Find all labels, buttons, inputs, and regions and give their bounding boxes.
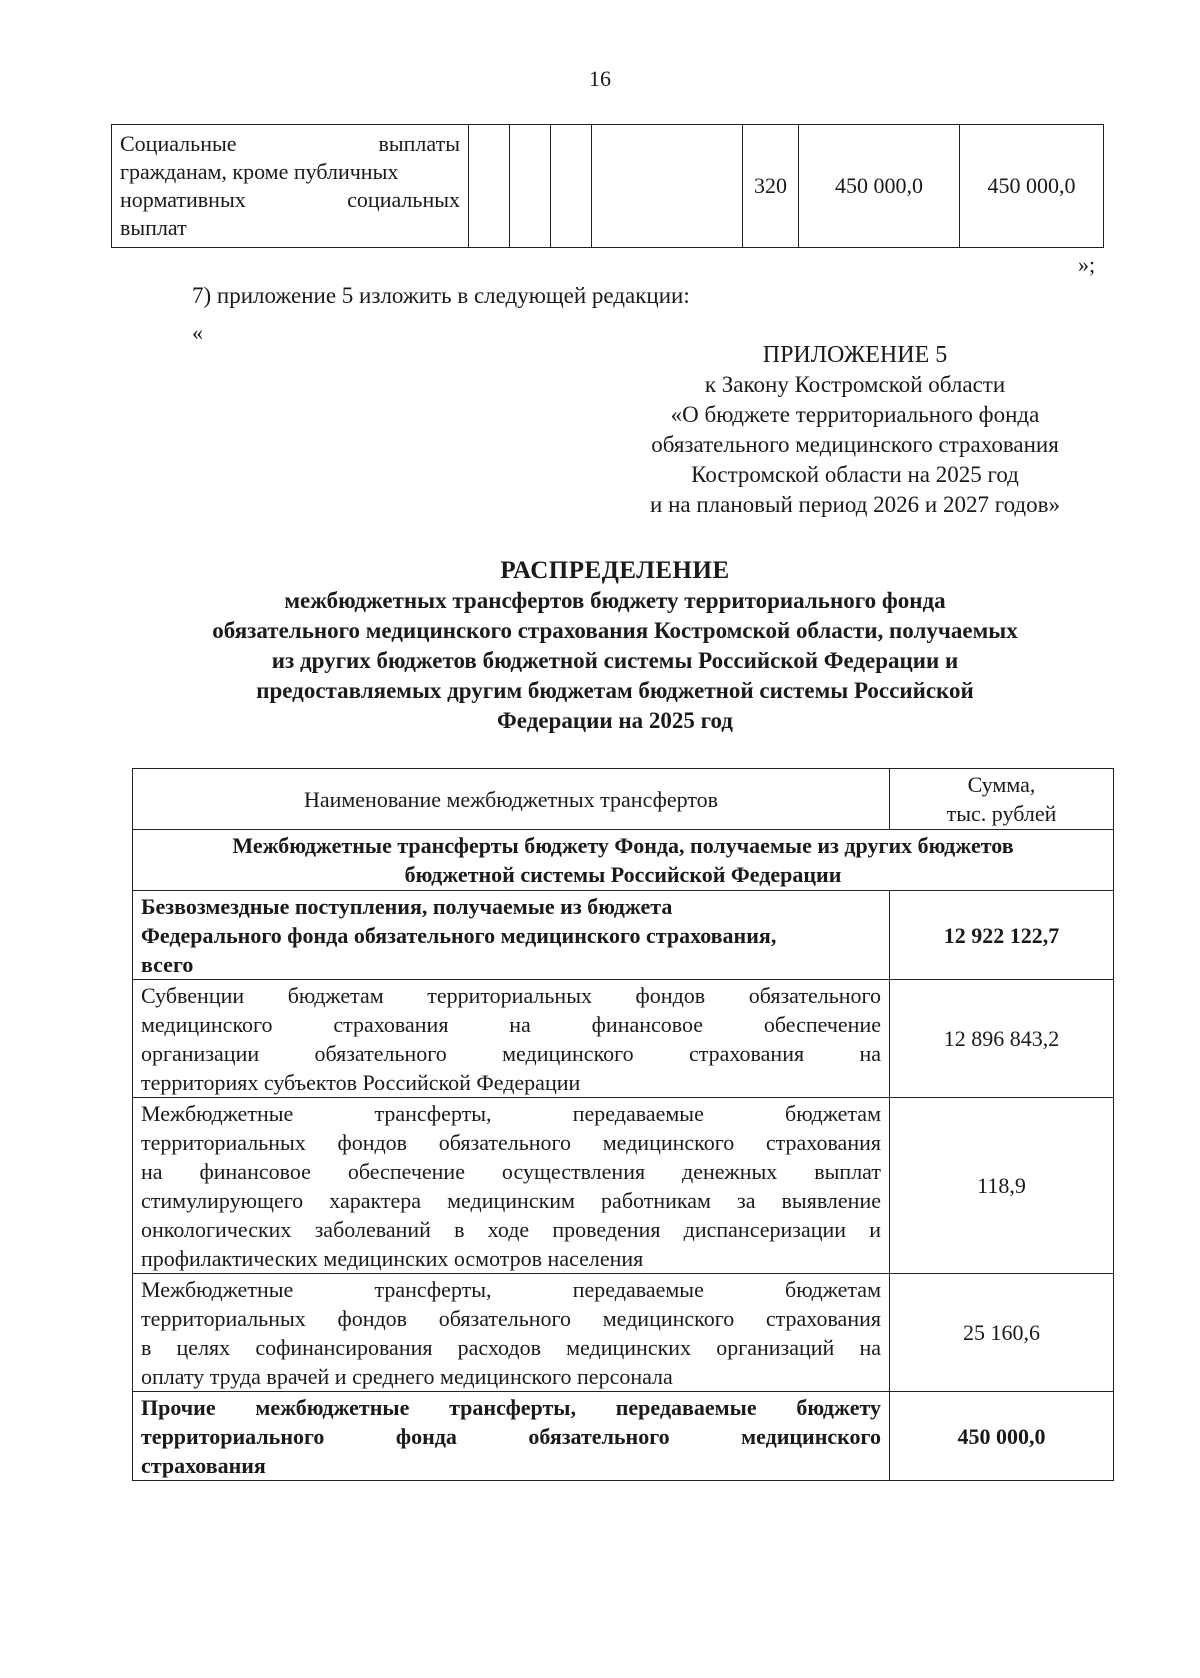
transfer-amount: 118,9 [890,1098,1114,1274]
transfer-name [133,1098,890,1274]
text-line: Прочие межбюджетные трансферты, передаваемые бюджету [141,1395,881,1420]
heading-line: Федерации на 2025 год [497,708,733,733]
appendix-title: ПРИЛОЖЕНИЕ 5 [762,342,948,368]
expense-name-line-4: выплат [120,215,187,240]
section-title-line: бюджетной системы Российской Федерации [404,862,842,887]
text-line: Безвозмездные поступления, получаемые из бюджета [141,894,673,919]
text-line: территориях субъектов Российской Федерации [141,1070,581,1095]
table-row [133,1274,1114,1392]
appendix-line: Костромской области на 2025 год [691,462,1019,487]
transfer-amount: 25 160,6 [890,1274,1114,1392]
text-line: всего [141,952,194,977]
text-line: медицинского страхования на финансовое обеспечение [141,1012,881,1037]
text-line: территориальных фондов обязательного медицинского страхования [141,1130,881,1155]
section-title-line: Межбюджетные трансферты бюджету Фонда, получаемые из других бюджетов [232,833,1014,858]
transfer-name [133,1274,890,1392]
transfers-table [132,768,1114,1481]
text-line: онкологических заболеваний в ходе проведения диспансеризации и [141,1217,881,1242]
text-line: профилактических медицинских осмотров населения [141,1246,644,1271]
text-line: стимулирующего характера медицинским работникам за выявление [141,1188,881,1213]
expense-name-line-2: гражданам, кроме публичных [120,159,399,184]
opening-quote: « [192,320,203,345]
text-line: Субвенции бюджетам территориальных фондов обязательного [141,983,881,1008]
text-line: Межбюджетные трансферты, передаваемые бюджетам [141,1277,881,1302]
word: социальных [347,187,460,212]
text-line: оплату труда врачей и среднего медицинского персонала [141,1364,673,1389]
heading-line: предоставляемых другим бюджетам бюджетной системы Российской [256,678,974,703]
section-title-row [133,830,1114,891]
amount-cell: 450 000,0 [799,125,960,248]
heading-line: межбюджетных трансфертов бюджету территориального фонда [284,588,946,613]
heading-line: обязательного медицинского страхования Костромской области, получаемых [212,618,1018,643]
word: нормативных [120,187,246,212]
transfer-name [133,1392,890,1481]
transfer-name [133,980,890,1098]
section-title [133,830,1114,891]
continuation-table [111,124,1104,248]
empty-cell [510,125,551,248]
transfer-amount: 12 922 122,7 [890,891,1114,980]
page-number: 16 [589,66,611,91]
expense-code: 320 [743,125,799,248]
expense-name-line-1 [120,130,460,158]
text-line: в целях софинансирования расходов медицинских организаций на [141,1335,881,1360]
empty-cell [551,125,592,248]
heading-line: из других бюджетов бюджетной системы Российской Федерации и [271,648,959,673]
table-row [133,1392,1114,1481]
heading-title: РАСПРЕДЕЛЕНИЕ [500,557,730,584]
closing-quote: »; [1078,252,1096,277]
transfer-amount: 450 000,0 [890,1392,1114,1481]
word: Социальные [120,131,237,156]
column-header-sum [890,769,1114,830]
table-row [133,1098,1114,1274]
word: выплаты [378,131,460,156]
amount-cell: 450 000,0 [960,125,1104,248]
sum-header-line: тыс. рублей [946,801,1057,826]
empty-cell [469,125,510,248]
table-row [112,125,1104,248]
text-line: территориального фонда обязательного медицинского [141,1424,881,1449]
table-header-row [133,769,1114,830]
sum-header-line: Сумма, [967,772,1036,797]
appendix-line: обязательного медицинского страхования [651,432,1059,457]
empty-cell [592,125,743,248]
transfer-name [133,891,890,980]
document-heading [120,556,1110,736]
expense-name-line-3 [120,186,460,214]
table-row [133,891,1114,980]
appendix-line: и на плановый период 2026 и 2027 годов» [650,492,1060,517]
appendix-header [600,340,1110,520]
text-line: территориальных фондов обязательного медицинского страхования [141,1306,881,1331]
text-line: страхования [141,1453,266,1478]
table-row [133,980,1114,1098]
appendix-line: «О бюджете территориального фонда [670,402,1040,427]
column-header-name: Наименование межбюджетных трансфертов [133,769,890,830]
text-line: Межбюджетные трансферты, передаваемые бюджетам [141,1101,881,1126]
appendix-line: к Закону Костромской области [704,372,1006,397]
text-line: Федерального фонда обязательного медицинского страхования, [141,923,777,948]
transfer-amount: 12 896 843,2 [890,980,1114,1098]
text-line: организации обязательного медицинского страхования на [141,1041,881,1066]
amendment-intro: 7) приложение 5 изложить в следующей редакции: [192,283,690,308]
text-line: на финансовое обеспечение осуществления денежных выплат [141,1159,881,1184]
expense-name-cell [112,125,469,248]
